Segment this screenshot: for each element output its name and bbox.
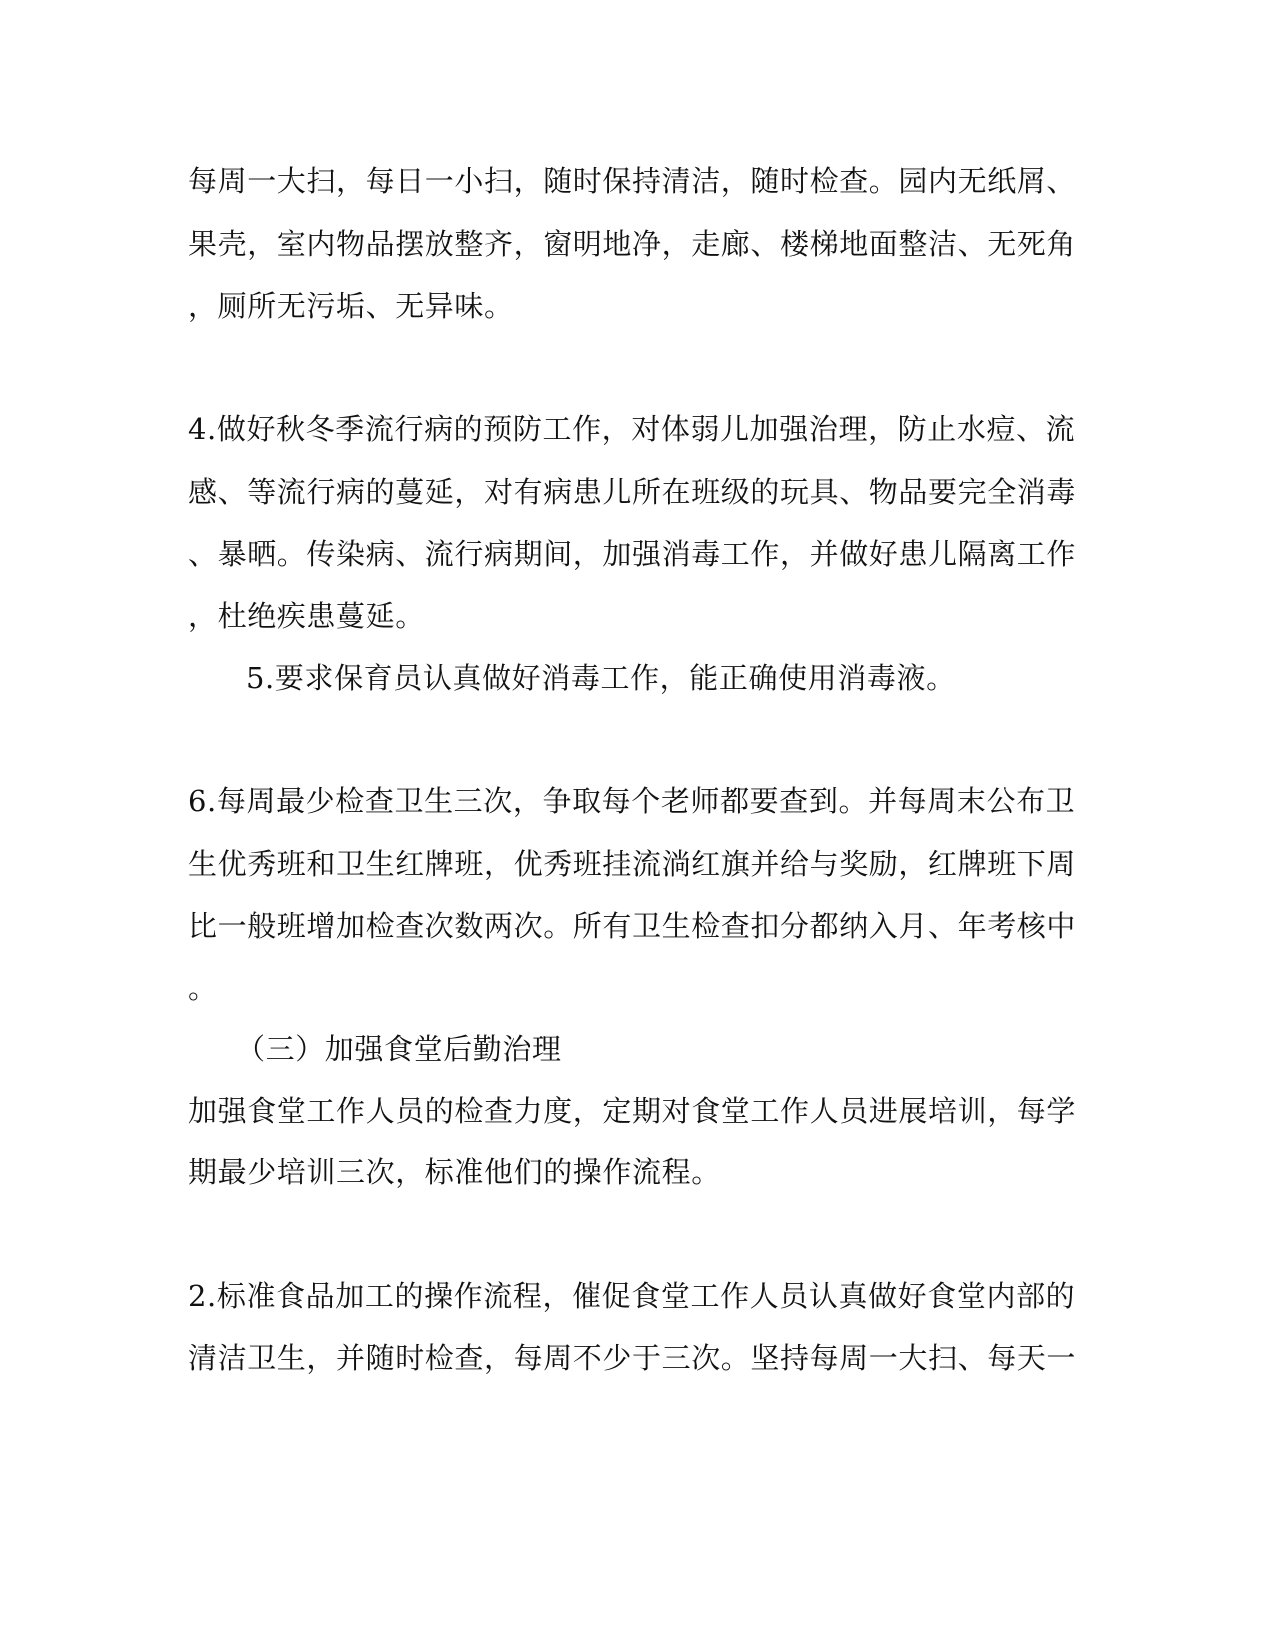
text-line: 4.做好秋冬季流行病的预防工作，对体弱儿加强治理，防止水痘、流 [188, 412, 1076, 446]
text-line: 生优秀班和卫生红牌班，优秀班挂流淌红旗并给与奖励，红牌班下周 [188, 847, 1077, 881]
text-line: 清洁卫生，并随时检查，每周不少于三次。坚持每周一大扫、每天一 [188, 1341, 1077, 1375]
text-line: 果壳，室内物品摆放整齐，窗明地净，走廊、楼梯地面整洁、无死角 [188, 227, 1077, 261]
text-line: ，杜绝疾患蔓延。 [188, 599, 425, 633]
text-line: 期最少培训三次，标准他们的操作流程。 [188, 1155, 721, 1189]
text-line: 2.标准食品加工的操作流程，催促食堂工作人员认真做好食堂内部的 [188, 1279, 1076, 1313]
section-heading: （三）加强食堂后勤治理 [236, 1032, 562, 1066]
text-line: 比一般班增加检查次数两次。所有卫生检查扣分都纳入月、年考核中 [188, 909, 1077, 943]
text-line: 、暴晒。传染病、流行病期间，加强消毒工作，并做好患儿隔离工作 [188, 537, 1077, 571]
text-line: 5.要求保育员认真做好消毒工作，能正确使用消毒液。 [246, 661, 956, 695]
text-line: 每周一大扫，每日一小扫，随时保持清洁，随时检查。园内无纸屑、 [188, 164, 1077, 198]
text-line: ，厕所无污垢、无异味。 [188, 289, 514, 323]
text-line: 。 [188, 971, 218, 1005]
text-line: 加强食堂工作人员的检查力度，定期对食堂工作人员进展培训，每学 [188, 1094, 1077, 1128]
text-line: 6.每周最少检查卫生三次，争取每个老师都要查到。并每周末公布卫 [188, 784, 1076, 818]
text-line: 感、等流行病的蔓延，对有病患儿所在班级的玩具、物品要完全消毒 [188, 475, 1077, 509]
